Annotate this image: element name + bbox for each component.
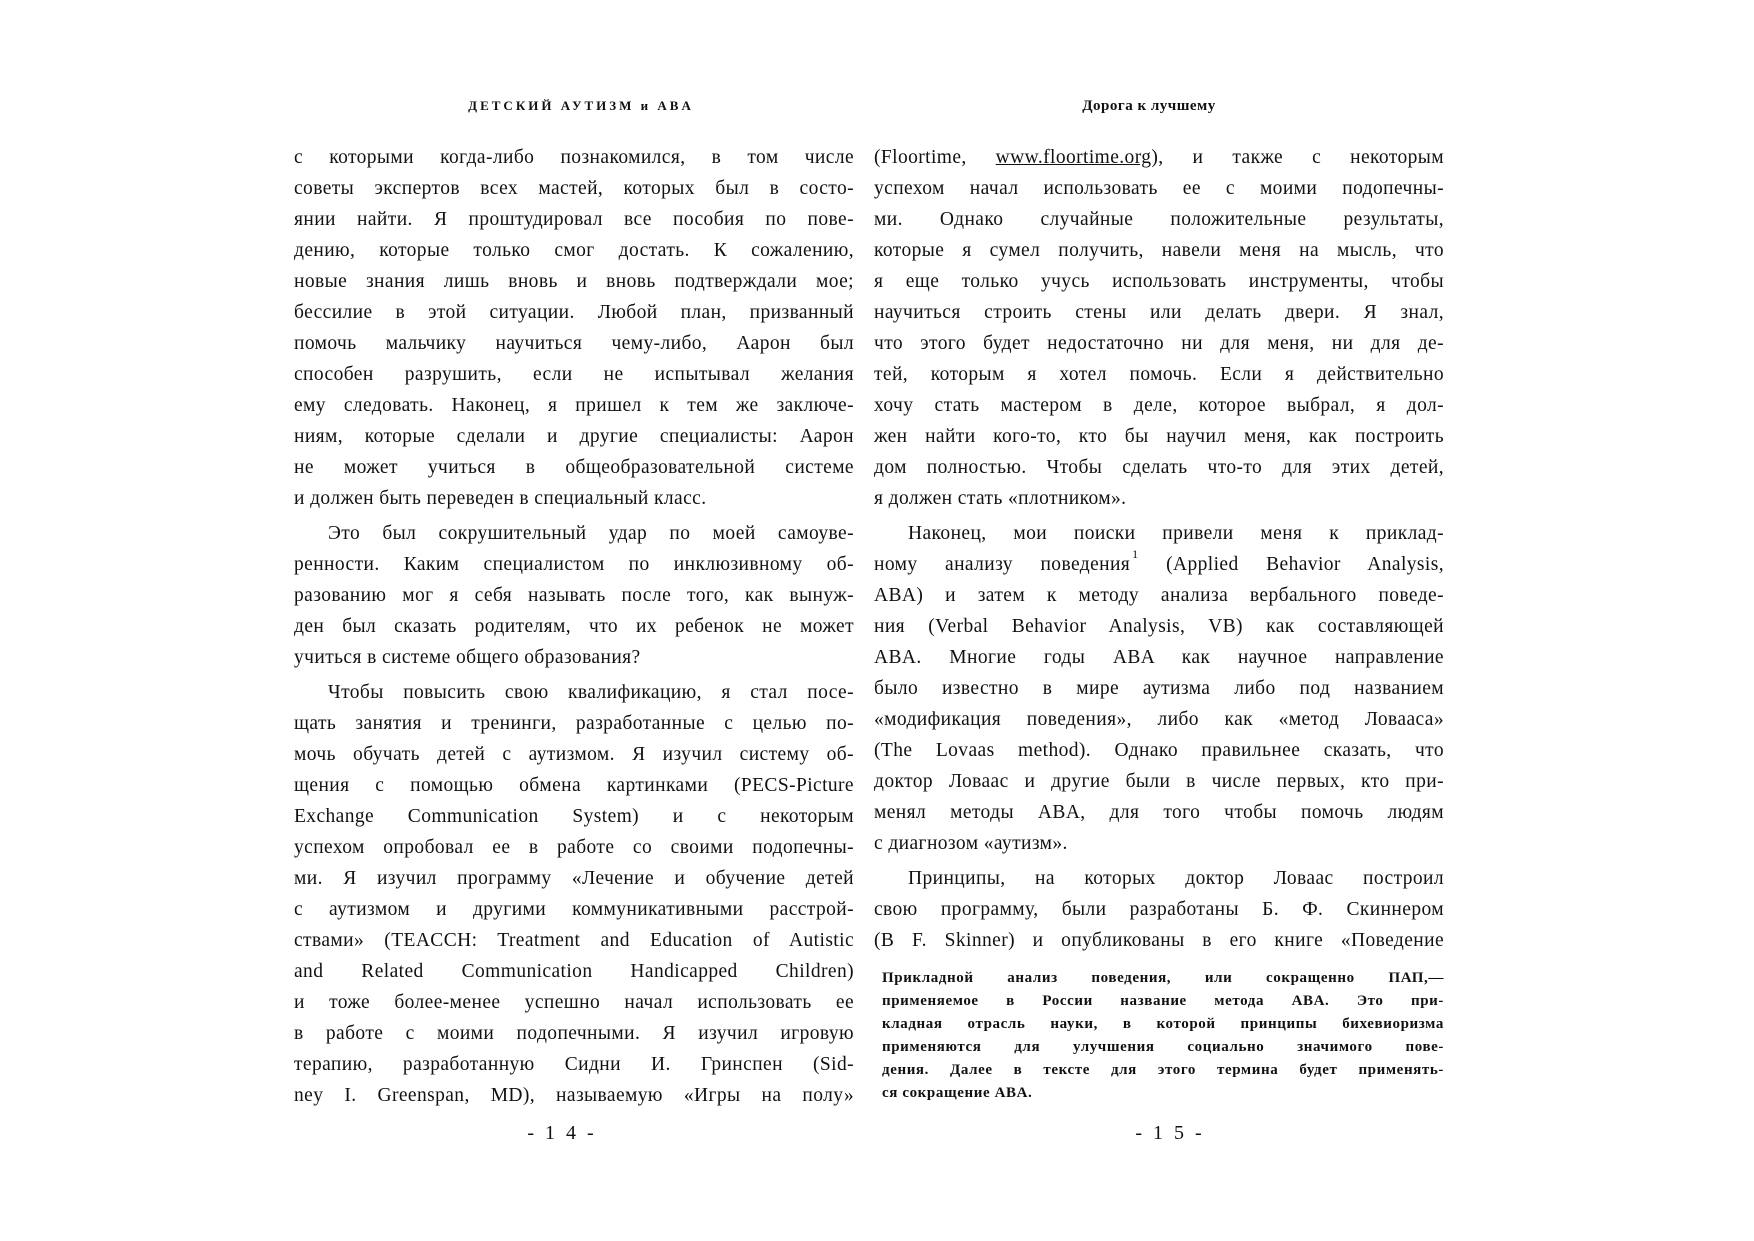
text-line: применяются для улучшения социально значимого пове-: [882, 1039, 1444, 1055]
text-line: тей, которым я хотел помочь. Если я действительно: [874, 364, 1444, 385]
text-line: что этого будет недостаточно ни для меня, ни для де-: [874, 333, 1444, 354]
text-line: [874, 549, 1444, 580]
text-line: жен найти кого-то, кто бы научил меня, как построить: [874, 426, 1444, 447]
text-line: и тоже более-менее успешно начал использовать ее: [294, 992, 854, 1013]
text-line: [874, 142, 1444, 173]
text-line: (B F. Skinner) и опубликованы в его книге «Поведение: [874, 930, 1444, 951]
running-head-right: Дорога к лучшему: [1082, 98, 1216, 114]
text-line: советы экспертов всех мастей, которых был в состо-: [294, 178, 854, 199]
paragraph: [294, 518, 854, 673]
text-line: разованию мог я себя называть после того, как вынуж-: [294, 585, 854, 606]
footnote-marker: 1: [1132, 547, 1139, 561]
paragraph: [874, 518, 1444, 859]
text-line: научиться строить стены или делать двери. Я знал,: [874, 302, 1444, 323]
text-line: кладная отрасль науки, в которой принципы бихевиоризма: [882, 1016, 1444, 1032]
text-line: которые я сумел получить, навели меня на мысль, что: [874, 240, 1444, 261]
text-line: ствами» (TEACCH: Treatment and Education of Autistic: [294, 930, 854, 951]
text-segment: (Applied Behavior Analysis,: [1138, 554, 1444, 575]
text-line: я должен стать «плотником».: [874, 488, 1127, 509]
text-line: свою программу, были разработаны Б. Ф. Скиннером: [874, 899, 1444, 920]
text-line: применяемое в России название метода ABA. Это при-: [882, 993, 1444, 1009]
text-line: с диагнозом «аутизм».: [874, 833, 1068, 854]
paragraph: [874, 863, 1444, 956]
text-segment: ), и также с некоторым: [1151, 147, 1444, 168]
paragraph: [874, 142, 1444, 514]
left-page-body: [294, 142, 854, 1115]
text-segment: ному анализу поведения: [874, 554, 1131, 575]
text-line: Это был сокрушительный удар по моей самоуве-: [328, 523, 854, 544]
text-line: я еще только учусь использовать инструменты, чтобы: [874, 271, 1444, 292]
text-line: Наконец, мои поиски привели меня к приклад-: [908, 523, 1444, 544]
text-line: (The Lovaas method). Однако правильнее сказать, что: [874, 740, 1444, 761]
text-line: щать занятия и тренинги, разработанные с целью по-: [294, 713, 854, 734]
text-line: ABA) и затем к методу анализа вербального поведе-: [874, 585, 1444, 606]
text-segment: (Floortime,: [874, 147, 996, 168]
text-line: учиться в системе общего образования?: [294, 647, 641, 668]
text-line: новые знания лишь вновь и вновь подтверждали мое;: [294, 271, 854, 292]
floortime-link[interactable]: www.floortime.org: [995, 147, 1152, 168]
text-line: ния (Verbal Behavior Analysis, VB) как составляющей: [874, 616, 1444, 637]
text-line: Прикладной анализ поведения, или сокращенно ПАП,—: [882, 970, 1444, 986]
paragraph: [294, 677, 854, 1111]
text-line: ABA. Многие годы ABA как научное направление: [874, 647, 1444, 668]
text-line: терапию, разработанную Сидни И. Гринспен (Sid-: [294, 1054, 854, 1075]
text-line: менял методы ABA, для того чтобы помочь людям: [874, 802, 1444, 823]
text-line: Exchange Communication System) и с некоторым: [294, 806, 854, 827]
page-number-right: - 1 5 -: [1135, 1122, 1205, 1144]
paragraph: [294, 142, 854, 514]
text-line: и должен быть переведен в специальный класс.: [294, 488, 707, 509]
text-line: доктор Ловаас и другие были в числе первых, кто при-: [874, 771, 1444, 792]
text-line: ney I. Greenspan, MD), называемую «Игры на полу»: [294, 1085, 854, 1106]
page-number-left: - 1 4 -: [527, 1122, 597, 1144]
text-line: ден был сказать родителям, что их ребенок не может: [294, 616, 854, 637]
text-line: успехом опробовал ее в работе со своими подопечны-: [294, 837, 854, 858]
text-line: в работе с моими подопечными. Я изучил игровую: [294, 1023, 854, 1044]
text-line: Чтобы повысить свою квалификацию, я стал посе-: [328, 682, 854, 703]
text-line: ми. Однако случайные положительные результаты,: [874, 209, 1444, 230]
text-line: хочу стать мастером в деле, которое выбрал, я дол-: [874, 395, 1444, 416]
text-line: бессилие в этой ситуации. Любой план, призванный: [294, 302, 854, 323]
footnote: [882, 967, 1444, 1105]
text-line: ему следовать. Наконец, я пришел к тем же заключе-: [294, 395, 854, 416]
text-line: and Related Communication Handicapped Children): [294, 961, 854, 982]
text-line: не может учиться в общеобразовательной системе: [294, 457, 854, 478]
running-head-left: ДЕТСКИЙ АУТИЗМ и ABA: [468, 98, 694, 113]
text-line: ся сокращение ABA.: [882, 1085, 1033, 1101]
text-line: ренности. Каким специалистом по инклюзивному об-: [294, 554, 854, 575]
text-line: ниям, которые сделали и другие специалисты: Аарон: [294, 426, 854, 447]
text-line: янии найти. Я проштудировал все пособия по пове-: [294, 209, 854, 230]
text-line: щения с помощью обмена картинками (PECS-Picture: [294, 775, 854, 796]
right-page-body: [874, 142, 1444, 960]
text-line: дения. Далее в тексте для этого термина будет применять-: [882, 1062, 1444, 1078]
text-line: ми. Я изучил программу «Лечение и обучение детей: [294, 868, 854, 889]
text-line: успехом начал использовать ее с моими подопечны-: [874, 178, 1444, 199]
text-line: дению, которые только смог достать. К сожалению,: [294, 240, 854, 261]
text-line: с аутизмом и другими коммуникативными расстрой-: [294, 899, 854, 920]
text-line: «модификация поведения», либо как «метод Ловааса»: [874, 709, 1444, 730]
text-line: мочь обучать детей с аутизмом. Я изучил систему об-: [294, 744, 854, 765]
text-line: помочь мальчику научиться чему-либо, Аарон был: [294, 333, 854, 354]
text-line: Принципы, на которых доктор Ловаас построил: [908, 868, 1444, 889]
text-line: способен разрушить, если не испытывал желания: [294, 364, 854, 385]
text-line: с которыми когда-либо познакомился, в том числе: [294, 147, 854, 168]
text-line: было известно в мире аутизма либо под названием: [874, 678, 1444, 699]
text-line: дом полностью. Чтобы сделать что-то для этих детей,: [874, 457, 1444, 478]
